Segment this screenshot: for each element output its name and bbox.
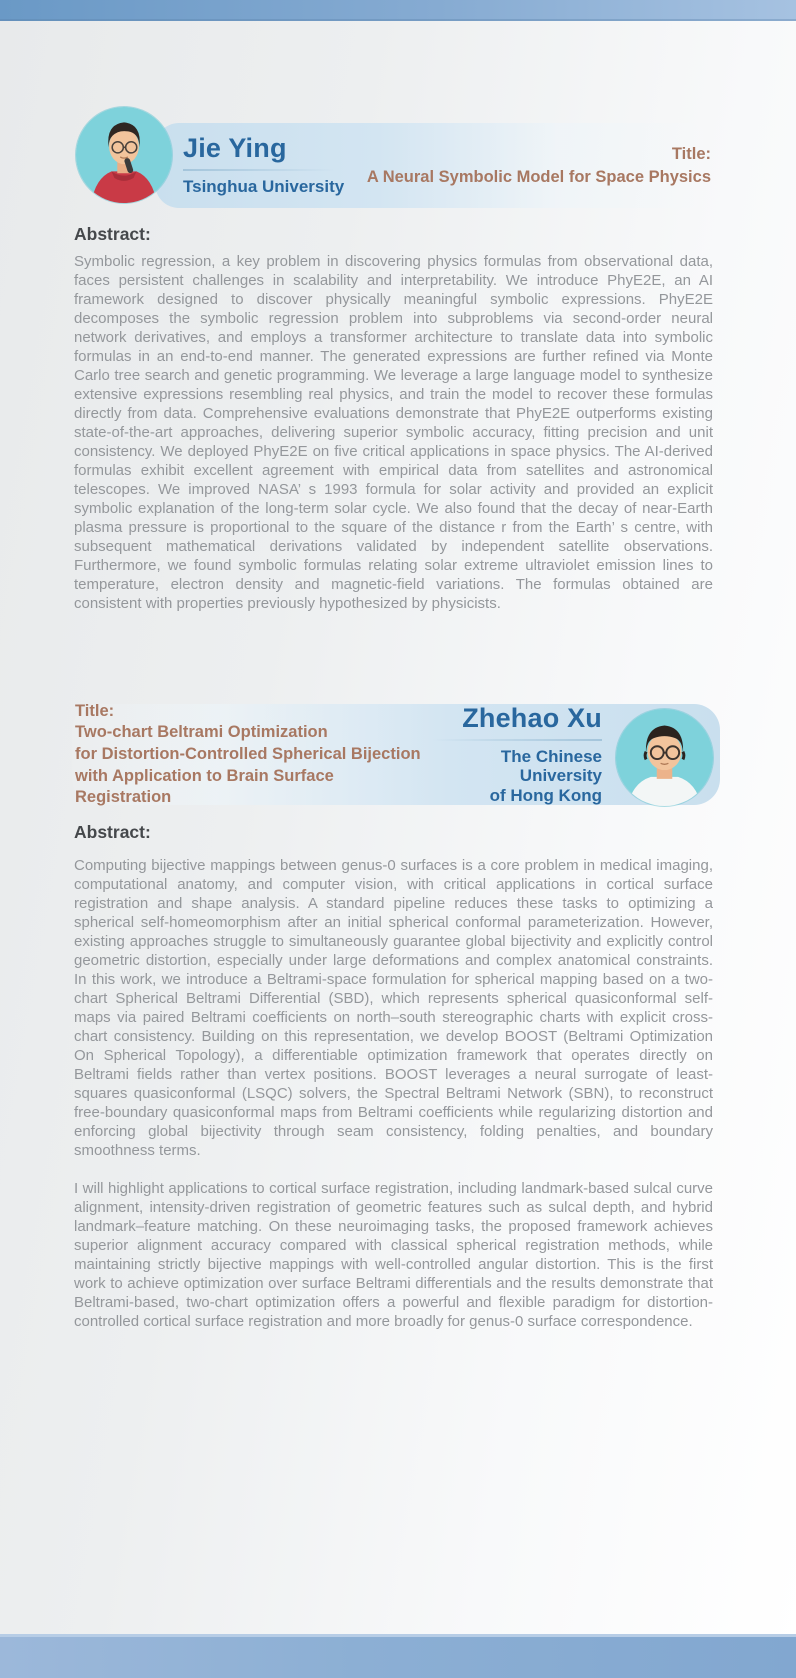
- portrait-illustration-icon: [76, 107, 172, 203]
- name-separator: [432, 739, 602, 741]
- abstract-heading: Abstract:: [74, 224, 151, 244]
- talk-title-block: [75, 700, 421, 809]
- talk-title-line: for Distortion-Controlled Spherical Bijection: [75, 744, 421, 763]
- name-separator: [183, 169, 335, 171]
- title-label: Title:: [671, 145, 711, 164]
- speaker-name: Zhehao Xu: [462, 702, 602, 733]
- speaker-banner-jie-ying: [155, 123, 713, 208]
- speaker-name: Jie Ying: [183, 133, 287, 164]
- abstract-text-jie-ying: [74, 252, 713, 613]
- avatar-zhehao-xu: [616, 709, 713, 806]
- avatar-jie-ying: [76, 107, 172, 203]
- bottom-decorative-bar: [0, 1634, 796, 1678]
- abstract-paragraph: Symbolic regression, a key problem in discovering physics formulas from observational data, faces persistent challenges in scalability and interpretability. We introduce PhyE2E, an AI framework designed to discover physically meaningful symbolic expressions. PhyE2E decomposes the symbolic regression problem into subproblems via second-order neural network derivatives, and employs a transformer architecture to translate data into symbolic formulas in an end-to-end manner. The generated expressions are further refined via Monte Carlo tree search and genetic programming. We leverage a large language model to synthesize extensive expressions resembling real physics, and train the model to recover these formulas directly from data. Comprehensive evaluations demonstrate that PhyE2E outperforms existing state-of-the-art approaches, delivering superior symbolic accuracy, fitting precision and unit consistency. We deployed PhyE2E on five critical applications in space physics. The AI-derived formulas exhibit excellent agreement with empirical data from satellites and astronomical telescopes. We improved NASA’ s 1993 formula for solar activity and provided an explicit symbolic explanation of the long-term solar cycle. We also found that the decay of near-Earth plasma pressure is proportional to the square of the distance r from the Earth’ s centre, with subsequent mathematical derivations validated by independent satellite observations. Furthermore, we found symbolic formulas relating solar extreme ultraviolet emission lines to temperature, electron density and magnetic-field variations. The formulas obtained are consistent with properties previously hypothesized by physicists.: [74, 253, 713, 612]
- speaker-identity: [183, 134, 344, 196]
- abstract-paragraph: I will highlight applications to cortical surface registration, including landmark-based sulcal curve alignment, intensity-driven registration of geometric features such as sulcal depth, and hybrid landmark–feature matching. On these neuroimaging tasks, the proposed framework achieves superior alignment accuracy compared with classical spherical registration methods, while maintaining strictly bijective mappings with well-controlled angular distortion. This is the first work to achieve optimization over surface Beltrami differentials and the results demonstrate that Beltrami-based, two-chart optimization offers a powerful and flexible paradigm for distortion-controlled cortical surface registration and more broadly for genus-0 surface correspondence.: [74, 1180, 713, 1330]
- talk-title-line: with Application to Brain Surface Registration: [75, 766, 334, 807]
- abstract-heading: Abstract:: [74, 822, 151, 842]
- talk-title-block: [367, 143, 711, 188]
- speaker-affiliation-line: of Hong Kong: [489, 785, 602, 805]
- speaker-affiliation: Tsinghua University: [183, 177, 345, 197]
- speaker-affiliation-line: The Chinese University: [500, 746, 602, 786]
- speaker-identity: [421, 704, 602, 805]
- talk-title-line: Two-chart Beltrami Optimization: [75, 723, 328, 742]
- top-decorative-bar: [0, 0, 796, 21]
- title-label: Title:: [75, 701, 115, 720]
- abstract-text-zhehao-xu: [74, 856, 713, 1331]
- talk-title: A Neural Symbolic Model for Space Physics: [366, 167, 711, 186]
- portrait-illustration-icon: [616, 709, 713, 806]
- abstract-paragraph: Computing bijective mappings between genus-0 surfaces is a core problem in medical imaging, computational anatomy, and computer vision, with critical applications in cortical surface registration and shape analysis. A standard pipeline reduces these tasks to optimizing a spherical self-homeomorphism after an initial spherical conformal parameterization. However, existing approaches struggle to simultaneously guarantee global bijectivity and explicitly control geometric distortion, especially under large deformations and complex anatomical constraints. In this work, we introduce a Beltrami-space formulation for spherical mapping based on a two-chart Spherical Beltrami Differential (SBD), which represents spherical quasiconformal self-maps via paired Beltrami coefficients on north–south stereographic charts with explicit cross-chart consistency. Building on this representation, we develop BOOST (Beltrami Optimization On Spherical Topology), a differentiable optimization framework that operates directly on Beltrami fields rather than vertex positions. BOOST leverages a neural surrogate of least-squares quasiconformal (LSQC) solvers, the Spectral Beltrami Network (SBN), to reconstruct free-boundary quasiconformal maps from Beltrami coefficients while regularizing distortion and enforcing global bijectivity through seam consistency, folding penalties, and boundary smoothness terms.: [74, 857, 713, 1159]
